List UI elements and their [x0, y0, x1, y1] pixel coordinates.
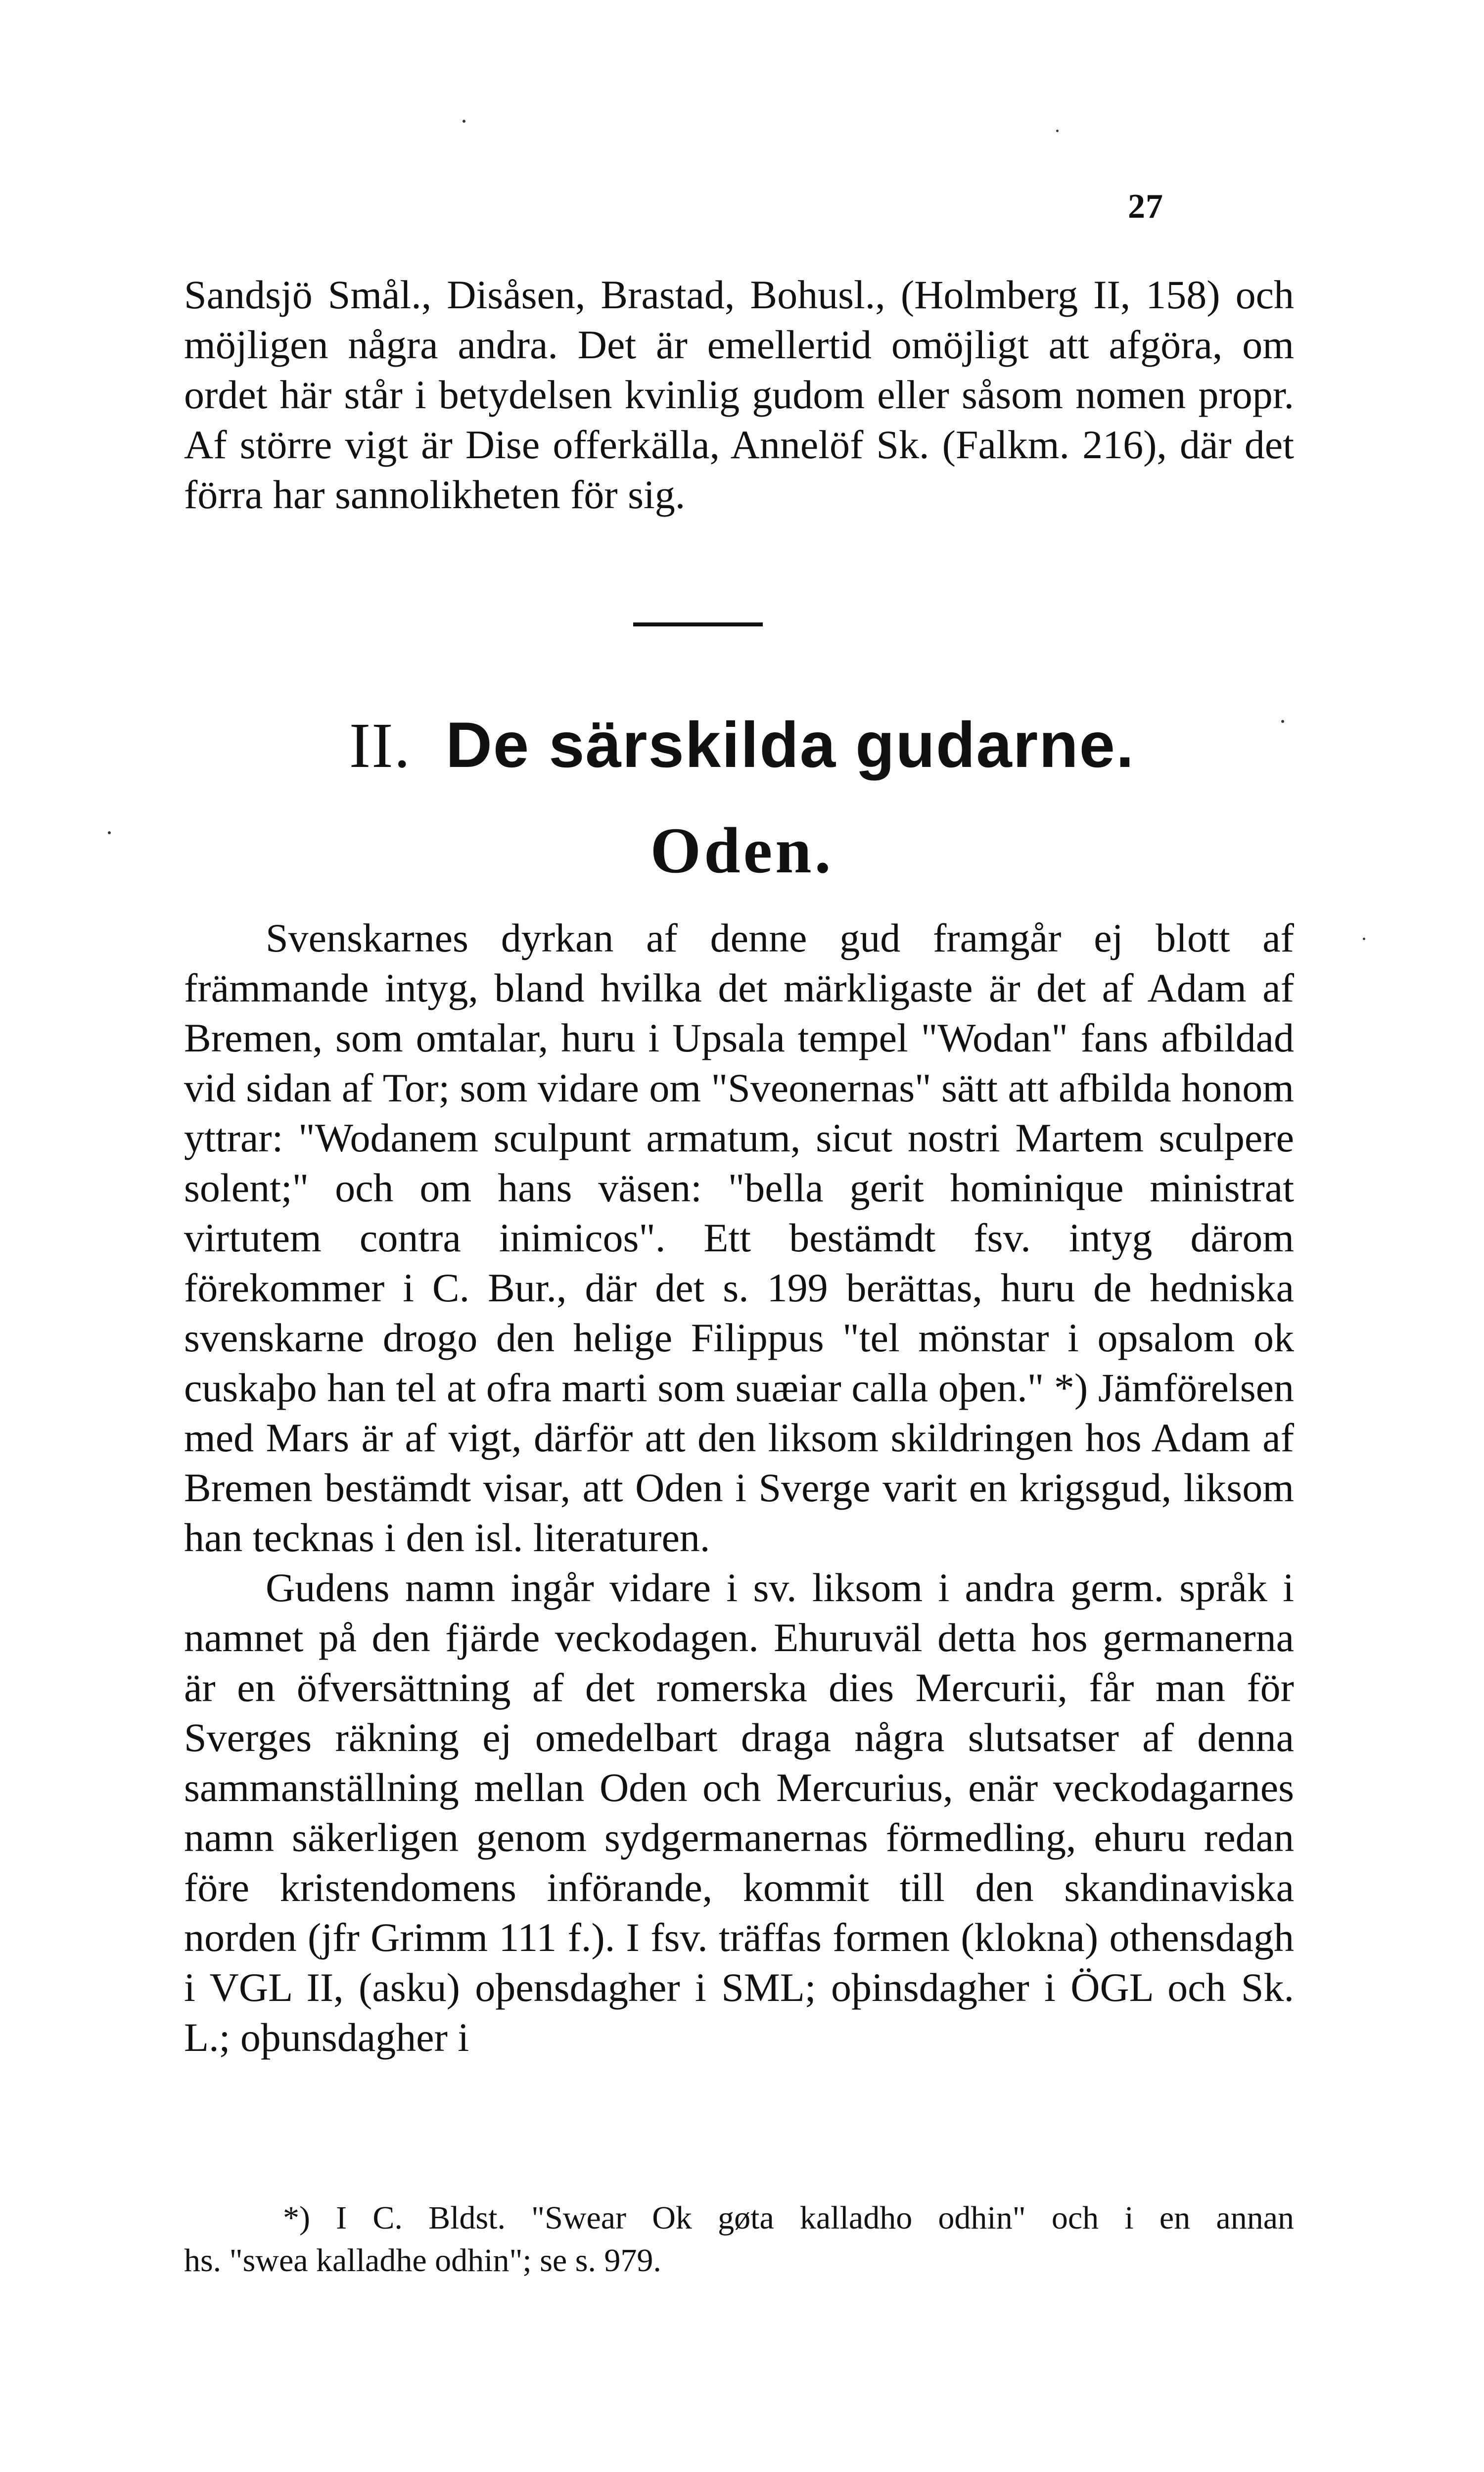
footnote [184, 2197, 1294, 2282]
body-paragraph: Gudens namn ingår vidare i sv. liksom i andra germ. språk i namnet på den fjärde veckodagen. Ehuruväl detta hos germanerna är en öfversättning af det romerska dies Mercurii, får man för Sverges räkning ej omedelbart draga några slutsatser af denna sammanställning mellan Oden och Mercurius, enär veckodagarnes namn säkerligen genom sydgermanernas förmedling, ehuru redan före kristendomens införande, kommit till den skandinaviska norden (jfr Grimm 111 f.). I fsv. träffas formen (klokna) othensdagh i VGL II, (asku) oþensdagher i SML; oþinsdagher i ÖGL och Sk. L.; oþunsdagher i [184, 1565, 1294, 2060]
subsection-heading: Oden. [650, 814, 834, 887]
section-number: II. [349, 710, 411, 781]
print-speck [1363, 938, 1365, 940]
page-number: 27 [1128, 188, 1163, 226]
body-paragraph: Svenskarnes dyrkan af denne gud framgår ej blott af främmande intyg, bland hvilka det märkligaste är det af Adam af Bremen, som omtalar, huru i Upsala tempel "Wodan" fans afbildad vid sidan af Tor; som vidare om "Sveonernas" sätt att afbilda honom yttrar: "Wodanem sculpunt armatum, sicut nostri Martem sculpere solent;" och om hans väsen: "bella gerit hominique ministrat virtutem contra inimicos". Ett bestämdt fsv. intyg därom förekommer i C. Bur., där det s. 199 berättas, huru de hedniska svenskarne drogo den helige Filippus "tel mönstar i opsalom ok cuskaþo han tel at ofra marti som suæiar calla oþen." *) Jämförelsen med Mars är af vigt, därför att den liksom skildringen hos Adam af Bremen bestämdt visar, att Oden i Sverge varit en krigsgud, liksom han tecknas i den isl. literaturen. [184, 915, 1294, 1560]
paragraph-text: Sandsjö Smål., Disåsen, Brastad, Bohusl., (Holmberg II, 158) och möjligen några andra. Det är emellertid omöjligt att afgöra, om ordet här står i betydelsen kvinlig gudom eller såsom nomen propr. Af större vigt är Dise offerkälla, Annelöf Sk. (Falkm. 216), där det förra har sannolikheten för sig. [184, 272, 1294, 517]
body-text [184, 913, 1294, 2062]
footnote-line: *) I C. Bldst. "Swear Ok gøta kalladho odhin" och i en annan [283, 2200, 1294, 2236]
section-divider [633, 622, 763, 626]
section-heading [0, 708, 1484, 783]
print-speck [1056, 130, 1059, 132]
top-paragraph [184, 270, 1294, 520]
footnote-line: hs. "swea kalladhe odhin"; se s. 979. [184, 2242, 661, 2279]
section-title: De särskilda gudarne. [445, 709, 1135, 781]
print-speck [463, 120, 465, 123]
